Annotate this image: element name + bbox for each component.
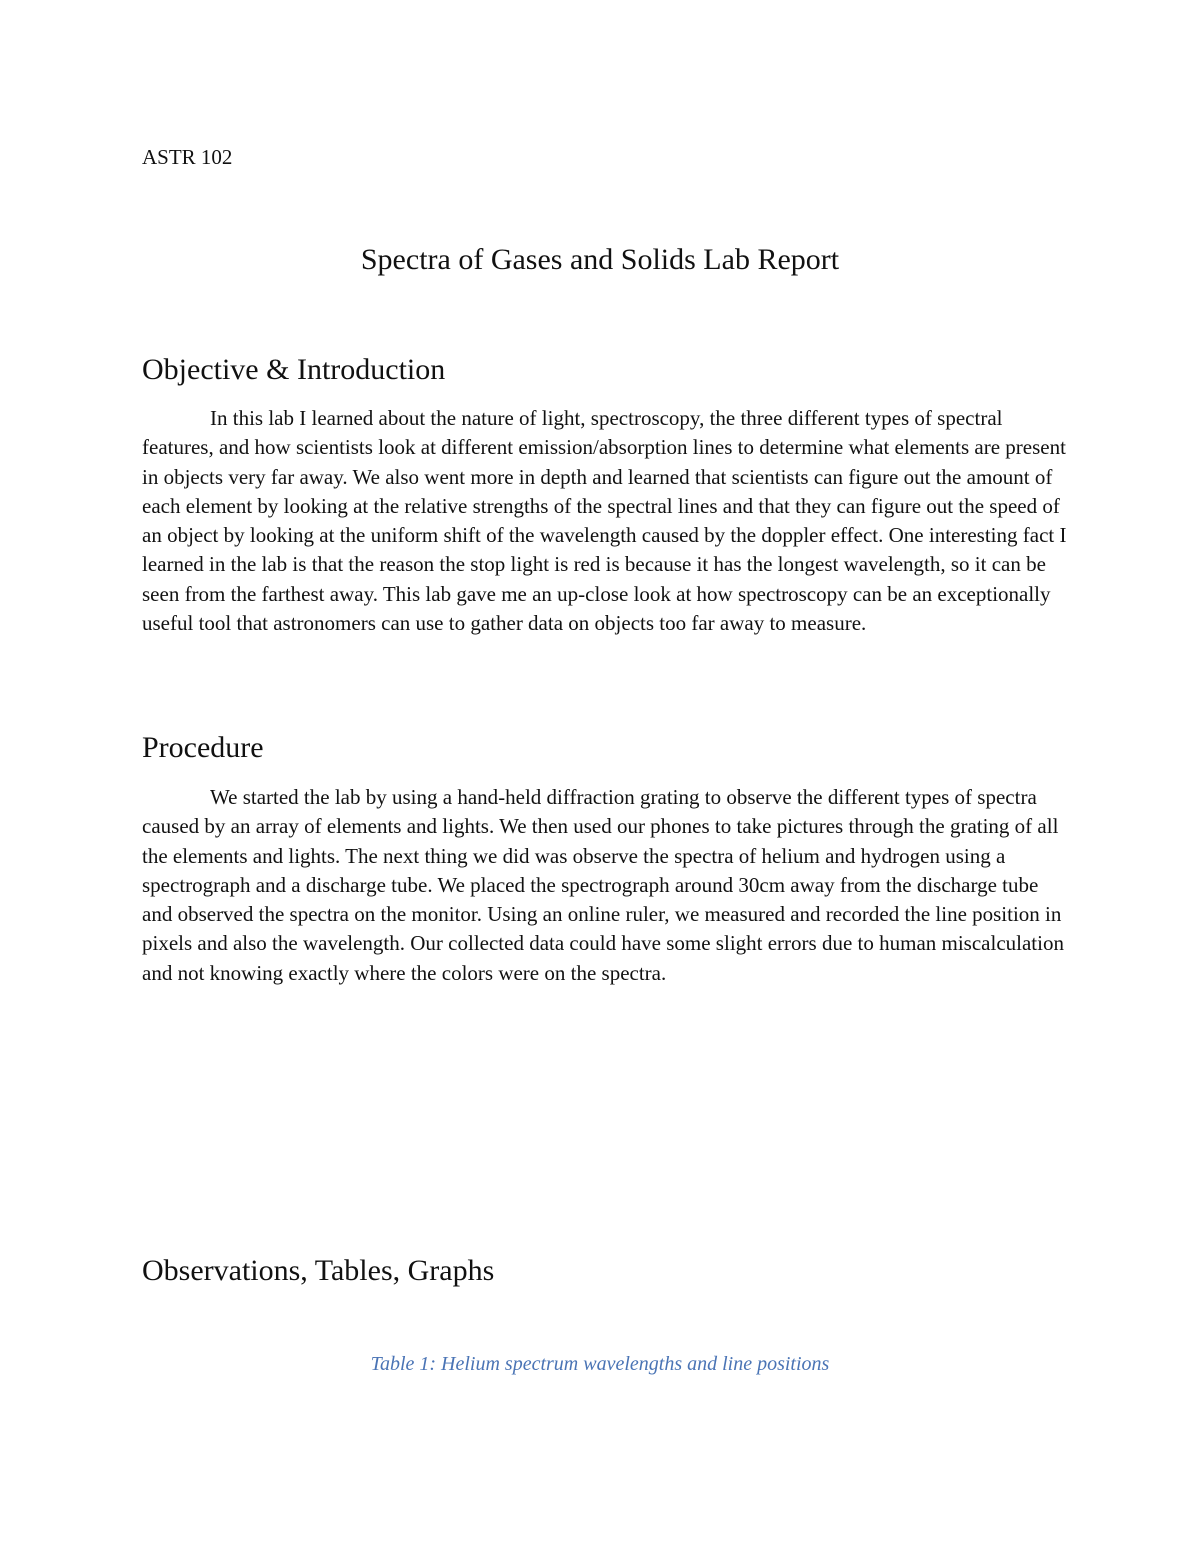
report-title: Spectra of Gases and Solids Lab Report	[360, 243, 840, 276]
observations-heading: Observations, Tables, Graphs	[142, 1254, 495, 1287]
table-caption: Table 1: Helium spectrum wavelengths and line positions	[370, 1353, 830, 1375]
procedure-heading: Procedure	[142, 731, 264, 764]
objective-paragraph: In this lab I learned about the nature of light, spectroscopy, the three different types of spectral features, and how scientists look at different emission/absorption lines to determine what elements are present in objects very far away. We also went more in depth and learned that scientists can figure out the amount of each element by looking at the relative strengths of the spectral lines and that they can figure out the speed of an object by looking at the uniform shift of the wavelength caused by the doppler effect. One interesting fact I learned in the lab is that the reason the stop light is red is because it has the longest wavelength, so it can be seen from the farthest away. This lab gave me an up-close look at how spectroscopy can be an exceptionally useful tool that astronomers can use to gather data on objects too far away to measure.	[142, 406, 1067, 636]
course-code: ASTR 102	[142, 145, 233, 169]
objective-heading: Objective & Introduction	[142, 353, 446, 386]
procedure-paragraph: We started the lab by using a hand-held diffraction grating to observe the different types of spectra caused by an array of elements and lights. We then used our phones to take pictures through the grating of all the elements and lights. The next thing we did was observe the spectra of helium and hydrogen using a spectrograph and a discharge tube. We placed the spectrograph around 30cm away from the discharge tube and observed the spectra on the monitor. Using an online ruler, we measured and recorded the line position in pixels and also the wavelength. Our collected data could have some slight errors due to human miscalculation and not knowing exactly where the colors were on the spectra.	[142, 785, 1064, 985]
